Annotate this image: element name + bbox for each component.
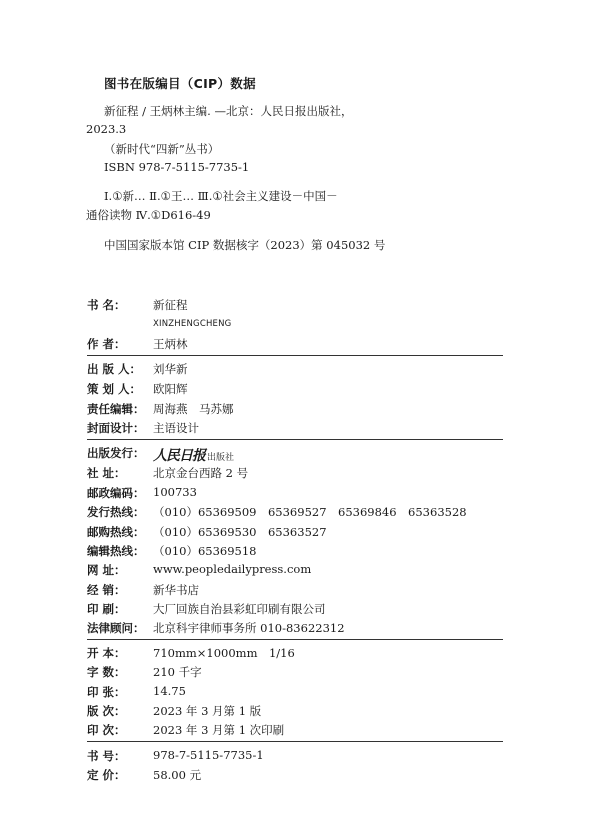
label-book-title: 书 名： [87,298,126,312]
row-sales-hotline [87,504,503,524]
row-sheets [87,684,503,704]
label-publisher: 出版发行： [87,446,145,460]
label-editorial-hotline: 编辑热线： [87,544,145,558]
value-format: 710mm×1000mm 1/16 [153,646,295,660]
divider [87,439,503,440]
cip-line-classification: Ⅰ.①新… Ⅱ.①王… Ⅲ.①社会主义建设－中国－ [104,189,338,203]
row-printer [87,601,503,621]
value-website: www.peopledailypress.com [153,562,312,576]
row-author [87,336,503,356]
publisher-logo [153,445,234,465]
value-printing: 2023 年 3 月第 1 次印刷 [153,723,285,737]
label-editors: 责任编辑： [87,402,145,416]
row-cover-design [87,420,503,440]
cip-line-isbn: ISBN 978-7-5115-7735-1 [104,160,250,174]
row-edition [87,703,503,723]
label-planner: 策 划 人： [87,382,142,396]
publisher-logo-text: 人民日报 [153,448,205,464]
value-sales-hotline: （010）65369509 65369527 65369846 65363528 [153,505,467,519]
label-price: 定 价： [87,768,126,782]
row-website [87,562,503,582]
value-legal: 北京科宇律师事务所 010-83622312 [153,621,345,635]
label-edition: 版 次： [87,704,126,718]
divider [87,741,503,742]
row-format [87,645,503,665]
cip-line-title: 新征程 / 王炳林主编. —北京：人民日报出版社， [104,104,353,118]
cip-line-classification-cont: 通俗读物 Ⅳ.①D616-49 [86,208,211,222]
value-address: 北京金台西路 2 号 [153,466,249,480]
row-printing [87,722,503,742]
value-book-title: 新征程 [153,298,188,312]
row-legal [87,620,503,640]
label-sales-hotline: 发行热线： [87,505,145,519]
value-editors: 周海燕 马苏娜 [153,402,234,416]
row-publisher-person [87,361,503,381]
value-printer: 大厂回族自治县彩虹印刷有限公司 [153,602,326,616]
publisher-logo-suffix: 出版社 [207,453,235,463]
row-planner [87,381,503,401]
label-website: 网 址： [87,563,126,577]
value-isbn: 978-7-5115-7735-1 [153,748,264,762]
label-word-count: 字 数： [87,665,126,679]
row-isbn [87,748,503,768]
label-mail-hotline: 邮购热线： [87,525,145,539]
value-publisher-person: 刘华新 [153,362,188,376]
label-isbn: 书 号： [87,749,126,763]
value-sheets: 14.75 [153,684,186,698]
row-editors [87,401,503,421]
row-mail-hotline [87,524,503,544]
label-publisher-person: 出 版 人： [87,362,142,376]
row-distributor [87,582,503,602]
value-word-count: 210 千字 [153,665,202,679]
book-title-pinyin: XINZHENGCHENG [153,319,232,329]
value-edition: 2023 年 3 月第 1 版 [153,704,262,718]
row-price [87,767,503,787]
row-book-title [87,297,503,317]
label-author: 作 者： [87,337,126,351]
row-word-count [87,664,503,684]
label-printing: 印 次： [87,723,126,737]
divider [87,355,503,356]
divider [87,639,503,640]
label-legal: 法律顾问： [87,621,145,635]
cip-title: 图书在版编目（CIP）数据 [104,76,256,91]
label-address: 社 址： [87,466,126,480]
value-cover-design: 主语设计 [153,421,199,435]
label-postcode: 邮政编码： [87,486,145,500]
cip-line-record-number: 中国国家版本馆 CIP 数据核字（2023）第 045032 号 [104,238,386,252]
row-publisher [87,445,503,465]
value-postcode: 100733 [153,485,197,499]
cip-line-date: 2023.3 [86,122,127,136]
label-sheets: 印 张： [87,685,126,699]
label-distributor: 经 销： [87,583,126,597]
cip-line-series: （新时代“四新”丛书） [104,142,220,156]
value-price: 58.00 元 [153,768,202,782]
value-editorial-hotline: （010）65369518 [153,544,257,558]
value-author: 王炳林 [153,337,188,351]
value-distributor: 新华书店 [153,583,199,597]
value-planner: 欧阳辉 [153,382,188,396]
row-postcode [87,485,503,505]
row-editorial-hotline [87,543,503,563]
value-mail-hotline: （010）65369530 65363527 [153,525,327,539]
label-format: 开 本： [87,646,126,660]
label-printer: 印 刷： [87,602,126,616]
label-cover-design: 封面设计： [87,421,145,435]
row-address [87,465,503,485]
